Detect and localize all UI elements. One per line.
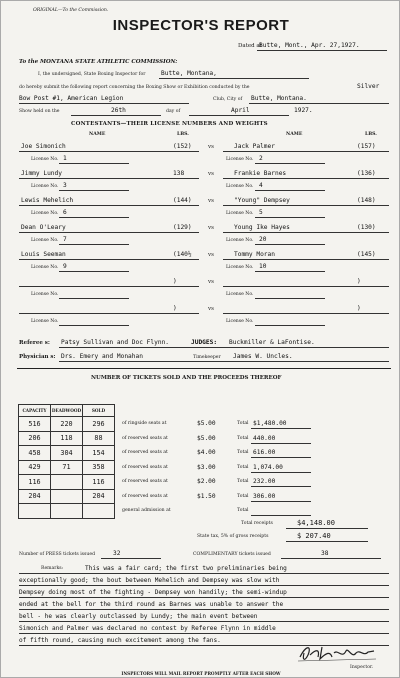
ticket-total-value: $1,480.00	[253, 420, 287, 427]
remarks-line: exceptionally good; the bout between Mehelich and Dempsey was slow with	[19, 577, 280, 584]
conductor-line1: Silver	[357, 83, 380, 90]
ticket-sold-cell: 88	[83, 431, 115, 446]
ticket-total-label: Total	[237, 450, 249, 455]
ticket-row	[19, 504, 115, 519]
rule	[223, 205, 389, 206]
tickets-heading: NUMBER OF TICKETS SOLD AND THE PROCEEDS THEREOF	[91, 375, 282, 381]
contestant-a-weight: (152)	[173, 143, 192, 150]
name-col-header-b: NAME	[286, 132, 303, 137]
state-tax-label: State tax, 5% of gross receipts	[197, 534, 269, 539]
tickets-table	[18, 404, 115, 519]
license-label: License No.	[31, 238, 59, 243]
total-receipts-value: $4,148.00	[297, 519, 335, 527]
rule	[223, 151, 389, 152]
ticket-total-label: Total	[237, 479, 249, 484]
rule	[59, 325, 129, 326]
show-day: 26th	[111, 107, 126, 114]
ticket-row	[19, 489, 115, 504]
rule	[59, 190, 129, 191]
ticket-row	[19, 460, 115, 475]
remarks-line: of fifth round, causing much excitement among the fans.	[19, 637, 221, 644]
license-label: License No.	[31, 157, 59, 162]
ticket-row	[19, 417, 115, 432]
rule	[59, 271, 129, 272]
comp-value: 38	[321, 550, 329, 557]
contestant-b-name: Frankie Barnes	[234, 170, 287, 177]
section-divider	[17, 368, 391, 369]
ticket-deadwood-cell	[51, 489, 83, 504]
license-label: License No.	[31, 184, 59, 189]
dated-label: Dated at	[238, 43, 262, 49]
contestant-a-name: Jimmy Lundy	[21, 170, 62, 177]
ticket-total-value: 232.00	[253, 478, 276, 485]
contestant-b-weight: )	[357, 305, 361, 312]
contestant-b-name: Jack Palmer	[234, 143, 275, 150]
contestant-a-license: 9	[63, 263, 67, 270]
sold-header: SOLD	[83, 405, 115, 417]
rule	[59, 298, 129, 299]
rule	[59, 163, 129, 164]
vs-label: vs	[208, 225, 214, 231]
judges-value: Buckmiller & LaFontise.	[229, 339, 315, 346]
inspector-label: Inspector.	[350, 665, 374, 670]
ticket-deadwood-cell: 71	[51, 460, 83, 475]
lbs-col-header-a: LBS.	[177, 132, 189, 137]
rule	[59, 347, 389, 348]
rule	[19, 232, 199, 233]
ticket-sold-cell: 204	[83, 489, 115, 504]
license-label: License No.	[226, 184, 254, 189]
rule	[19, 178, 199, 179]
contestant-b-license: 4	[259, 182, 263, 189]
ticket-total-value: 616.00	[253, 449, 276, 456]
contestant-a-license: 6	[63, 209, 67, 216]
ticket-sold-cell: 154	[83, 446, 115, 461]
ticket-row	[19, 431, 115, 446]
press-value: 32	[113, 550, 121, 557]
rule	[101, 558, 161, 559]
ticket-sold-cell	[83, 504, 115, 519]
rule	[286, 541, 368, 542]
license-label: License No.	[31, 319, 59, 324]
show-held-label: Show held on the	[19, 109, 60, 114]
license-label: License No.	[226, 265, 254, 270]
intro-line1-text: I, the undersigned, State Boxing Inspector for	[38, 72, 146, 77]
license-label: License No.	[226, 157, 254, 162]
contestant-a-license: 3	[63, 182, 67, 189]
ticket-desc: of reserved seats at	[122, 435, 168, 441]
show-month: April	[231, 107, 250, 114]
contestant-b-weight: (157)	[357, 143, 376, 150]
ticket-price: $5.00	[197, 420, 216, 427]
vs-label: vs	[208, 306, 214, 312]
ticket-capacity-cell: 429	[19, 460, 51, 475]
mail-note: INSPECTORS WILL MAIL REPORT PROMPTLY AFTER EACH SHOW	[121, 671, 281, 676]
conductor-line2: Bow Post #1, American Legion	[19, 95, 124, 102]
contestant-b-weight: (130)	[357, 224, 376, 231]
vs-label: vs	[208, 198, 214, 204]
name-col-header-a: NAME	[89, 132, 106, 137]
vs-label: vs	[208, 171, 214, 177]
ticket-desc: of ringside seats at	[122, 421, 167, 426]
rule	[19, 313, 199, 314]
contestant-a-license: 1	[63, 155, 67, 162]
contestant-a-weight: )	[173, 278, 177, 285]
ticket-capacity-cell	[19, 504, 51, 519]
rule	[59, 361, 389, 362]
judges-label: JUDGES:	[191, 339, 218, 346]
rule	[19, 633, 389, 634]
contestant-a-name: Lewis Mehelich	[21, 197, 74, 204]
rule	[159, 78, 309, 79]
ticket-total-label: Total	[237, 493, 249, 499]
rule	[19, 286, 199, 287]
ticket-desc: of reserved seats at	[122, 479, 168, 484]
remarks-line: Simonich and Palmer was declared no contest by Referee Flynn in middle	[19, 625, 276, 632]
remarks-line: This was a fair card; the first two preliminaries being	[85, 565, 287, 572]
rule	[251, 428, 311, 429]
contestant-a-name: Joe Simonich	[21, 143, 66, 150]
rule	[19, 259, 199, 260]
vs-label: vs	[208, 252, 214, 258]
rule	[19, 609, 389, 610]
ticket-price: $1.50	[197, 492, 216, 500]
rule	[255, 244, 325, 245]
ticket-row	[19, 446, 115, 461]
rule	[19, 621, 389, 622]
ticket-row	[19, 475, 115, 490]
ticket-deadwood-cell	[51, 475, 83, 490]
rule	[255, 325, 325, 326]
rule	[251, 457, 311, 458]
contestant-b-license: 2	[259, 155, 263, 162]
ticket-total-value: 440.00	[253, 434, 276, 442]
license-label: License No.	[226, 211, 254, 216]
referee-value: Patsy Sullivan and Doc Flynn.	[61, 339, 170, 346]
rule	[223, 232, 389, 233]
remarks-line: Dempsey doing most of the fighting - Dempsey won handily; the semi-windup	[19, 589, 287, 596]
press-label: Number of PRESS tickets issued	[19, 552, 96, 557]
ticket-total-value: 306.00	[253, 492, 276, 500]
ticket-capacity-cell: 458	[19, 446, 51, 461]
ticket-price: $4.00	[197, 449, 216, 456]
show-year: 1927.	[294, 107, 313, 114]
contestant-a-name: Louis Seeman	[21, 251, 66, 258]
capacity-header: CAPACITY	[19, 405, 51, 417]
referee-label: Referee s:	[19, 340, 50, 346]
ticket-desc: of reserved seats at	[122, 450, 168, 455]
rule	[249, 103, 389, 104]
rule	[251, 515, 311, 516]
rule	[223, 286, 389, 287]
contestants-heading: CONTESTANTS—THEIR LICENSE NUMBERS AND WEIGHTS	[71, 121, 268, 127]
ticket-capacity-cell: 116	[19, 475, 51, 490]
rule	[59, 217, 129, 218]
contestant-b-name: Tommy Moran	[234, 251, 275, 258]
rule	[251, 443, 311, 444]
rule	[19, 205, 199, 206]
remarks-label: Remarks:	[41, 566, 64, 571]
rule	[281, 558, 381, 559]
ticket-deadwood-cell: 304	[51, 446, 83, 461]
contestant-a-weight: )	[173, 305, 177, 312]
physician-label: Physician s:	[19, 354, 56, 360]
ticket-capacity-cell: 206	[19, 431, 51, 446]
ticket-sold-cell: 358	[83, 460, 115, 475]
ticket-capacity-cell: 516	[19, 417, 51, 432]
rule	[19, 103, 189, 104]
ticket-deadwood-cell: 118	[51, 431, 83, 446]
ticket-total-value: 1,074.00	[253, 463, 283, 471]
rule	[189, 115, 289, 116]
contestant-a-name: Dean O'Leary	[21, 224, 66, 231]
contestant-b-license: 5	[259, 209, 263, 216]
rule	[255, 190, 325, 191]
contestant-b-weight: (145)	[357, 251, 376, 258]
license-label: License No.	[31, 265, 59, 270]
rule	[255, 163, 325, 164]
ticket-price: $2.00	[197, 478, 216, 485]
timekeeper-value: James W. Uncles.	[233, 353, 293, 360]
rule	[255, 298, 325, 299]
rule	[19, 585, 389, 586]
contestant-b-weight: (148)	[357, 197, 376, 204]
day-of-label: day of	[166, 109, 181, 114]
ticket-sold-cell: 296	[83, 417, 115, 432]
license-label: License No.	[31, 292, 59, 297]
license-label: License No.	[226, 238, 254, 243]
ticket-deadwood-cell	[51, 504, 83, 519]
ticket-desc: general admission at	[122, 508, 171, 513]
rule	[19, 573, 389, 574]
club-city-label: Club, City of	[213, 97, 243, 102]
ticket-price: $5.00	[197, 434, 216, 442]
rule	[223, 259, 389, 260]
contestant-a-weight: (144)	[173, 197, 192, 204]
lbs-col-header-b: LBS.	[365, 132, 377, 137]
contestant-b-weight: )	[357, 278, 361, 285]
contestant-a-weight: (129)	[173, 224, 192, 231]
rule	[223, 313, 389, 314]
ticket-capacity-cell: 204	[19, 489, 51, 504]
inspector-city: Butte, Montana,	[161, 70, 217, 77]
remarks-line: bell - he was clearly outclassed by Lundy; the main event between	[19, 613, 258, 620]
contestant-b-weight: (136)	[357, 170, 376, 177]
deadwood-header: DEADWOOD	[51, 405, 83, 417]
ticket-total-label: Total	[237, 464, 249, 470]
report-title: INSPECTOR'S REPORT	[112, 17, 290, 34]
rule	[71, 115, 161, 116]
ticket-deadwood-cell: 220	[51, 417, 83, 432]
total-receipts-label: Total receipts	[241, 521, 273, 526]
contestant-b-license: 20	[259, 236, 267, 243]
remarks-line: ended at the bell for the third round as Barnes was unable to answer the	[19, 601, 284, 608]
contestant-b-name: "Young" Dempsey	[234, 197, 290, 204]
rule	[59, 244, 129, 245]
rule	[255, 271, 325, 272]
comp-label: COMPLIMENTARY tickets issued	[193, 552, 271, 557]
rule	[223, 178, 389, 179]
dated-rule	[257, 50, 387, 51]
ticket-desc: of reserved seats at	[122, 493, 168, 499]
contestant-b-name: Young Ike Hayes	[234, 224, 290, 231]
license-label: License No.	[226, 319, 254, 324]
ticket-price: $3.00	[197, 463, 216, 471]
physician-value: Drs. Emery and Monahan	[61, 353, 143, 360]
vs-label: vs	[208, 279, 214, 285]
rule	[19, 597, 389, 598]
rule	[251, 501, 311, 502]
rule	[251, 486, 311, 487]
ticket-total-label: Total	[237, 421, 249, 426]
license-label: License No.	[31, 211, 59, 216]
contestant-a-weight: (140½	[173, 251, 192, 258]
club-city-value: Butte, Montana.	[251, 95, 307, 102]
ticket-desc: of reserved seats at	[122, 464, 168, 470]
timekeeper-label: Timekeeper	[193, 355, 221, 360]
dated-value: Butte, Mont., Apr. 27,1927.	[259, 42, 360, 49]
ticket-total-label: Total	[237, 435, 249, 441]
rule	[19, 151, 199, 152]
commission-address: To the MONTANA STATE ATHLETIC COMMISSION:	[19, 59, 178, 65]
rule	[286, 528, 368, 529]
rule	[251, 472, 311, 473]
contestant-a-weight: 138	[173, 170, 185, 177]
original-note: ORIGINAL—To the Commission.	[33, 8, 109, 13]
contestant-b-license: 10	[259, 263, 267, 270]
inspector-signature-image	[296, 641, 378, 665]
contestant-a-license: 7	[63, 236, 67, 243]
state-tax-value: $ 207.40	[297, 532, 331, 540]
license-label: License No.	[226, 292, 254, 297]
rule	[255, 217, 325, 218]
ticket-sold-cell: 116	[83, 475, 115, 490]
intro-line2-text: do hereby submit the following report concerning the Boxing Show or Exhibition conducted by the	[19, 85, 250, 90]
vs-label: vs	[208, 144, 214, 150]
ticket-total-label: Total	[237, 508, 249, 513]
